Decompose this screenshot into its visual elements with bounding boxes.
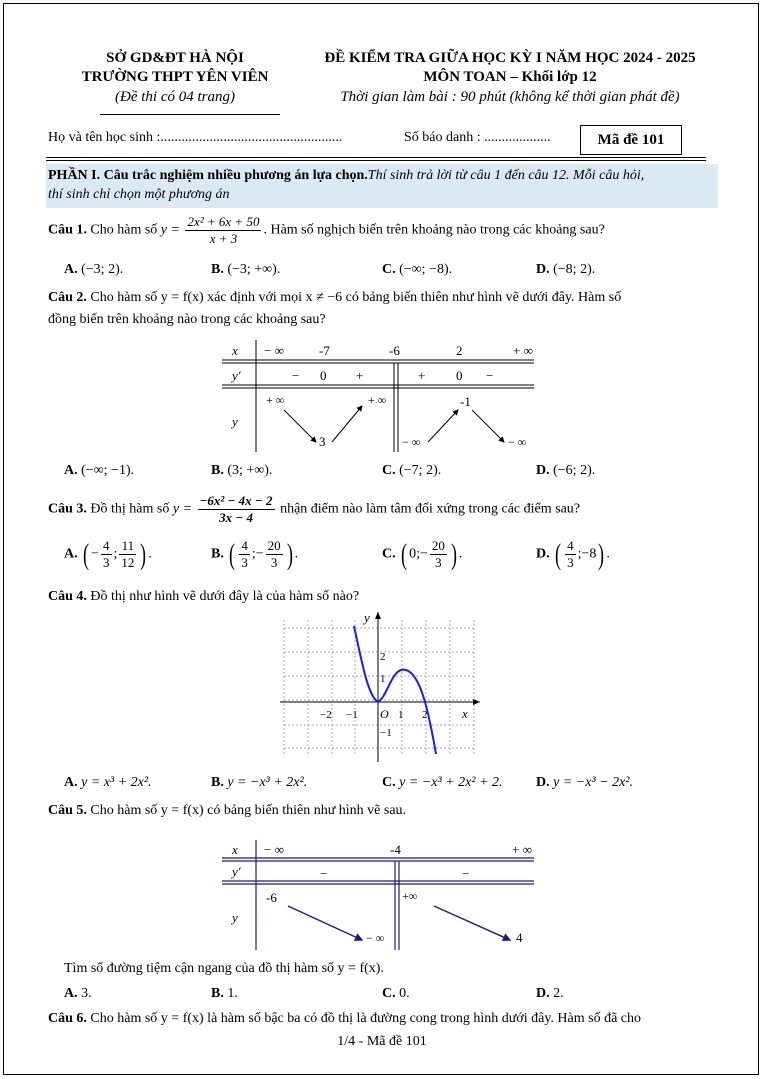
q2-option-d[interactable]: D. (−6; 2). bbox=[536, 463, 596, 478]
q3-option-a[interactable]: A. ( − $\frac{4}{3}$ ; $\frac{11}{12}$ ) . bbox=[64, 537, 152, 571]
section-instruction-1: Thí sinh trả lời từ câu 1 đến câu 12. Mỗi câu hỏi, bbox=[367, 168, 645, 183]
time-note: Thời gian làm bài : 90 phút (không kể thời gian phát đề) bbox=[340, 89, 680, 105]
q4-x-tick: 2 bbox=[422, 709, 428, 721]
q2-sign: 0 bbox=[456, 368, 463, 383]
q5-sign: − bbox=[320, 866, 328, 881]
question-4: Câu 4. Đồ thị như hình vẽ dưới đây là của hàm số nào? bbox=[48, 589, 360, 604]
question-2-line1: Câu 2. Cho hàm số y = f(x) xác định với mọi x ≠ −6 có bảng biến thiên như hình vẽ dưới đây. Hàm số bbox=[48, 290, 622, 305]
header-underline bbox=[100, 114, 280, 115]
q2-arrow bbox=[332, 406, 362, 442]
q4-option-b[interactable]: B. y = −x³ + 2x². bbox=[211, 775, 308, 790]
q2-arrow bbox=[428, 410, 458, 442]
q1-option-b[interactable]: B. (−3; +∞). bbox=[211, 262, 281, 277]
q4-curve bbox=[354, 626, 436, 754]
q1-option-d[interactable]: D. (−8; 2). bbox=[536, 262, 596, 277]
q4-y-tick: 2 bbox=[380, 651, 386, 663]
q2-x-val: − ∞ bbox=[264, 343, 284, 358]
q3-option-c[interactable]: C. ( 0;− $\frac{20}{3}$ ) . bbox=[382, 537, 463, 571]
q5-option-c[interactable]: C. 0. bbox=[382, 986, 410, 1001]
q5-variation-table bbox=[222, 838, 538, 954]
q2-sign: + bbox=[356, 368, 364, 383]
q5-y-val: 4 bbox=[516, 930, 523, 945]
q5-y-val: -6 bbox=[266, 890, 277, 905]
q2-arrow bbox=[472, 410, 504, 442]
question-3: Câu 3. Đồ thị hàm số y = $\frac{\text{−6x² − 4x − 2}}{3x - 4}$ nhận điểm nào làm tâm đối xứng trong các điểm sau? bbox=[48, 493, 581, 525]
q3-option-b[interactable]: B. ( $\frac{4}{3}$ ;− $\frac{20}{3}$ ) . bbox=[211, 537, 299, 571]
q5-x-val: + ∞ bbox=[512, 842, 532, 857]
pages-note: (Đề thi có 04 trang) bbox=[115, 89, 235, 105]
q5-y-val: − ∞ bbox=[366, 931, 385, 945]
question-1-pre: Cho hàm số bbox=[90, 222, 158, 238]
q2-variation-table bbox=[222, 338, 538, 454]
department-name: SỞ GD&ĐT HÀ NỘI bbox=[106, 50, 244, 66]
q2-sign: − bbox=[486, 368, 494, 383]
divider-2 bbox=[46, 160, 706, 161]
section-instruction-2: thí sinh chỉ chọn một phương án bbox=[48, 187, 230, 202]
section-title: PHẦN I. Câu trắc nghiệm nhiều phương án lựa chọn. bbox=[48, 168, 368, 183]
q2-y-val: − ∞ bbox=[402, 435, 421, 449]
q5-option-b[interactable]: B. 1. bbox=[211, 986, 238, 1001]
q5-arrow bbox=[434, 906, 510, 940]
question-1 bbox=[48, 214, 605, 247]
q2-yprime-label: y′ bbox=[232, 368, 241, 383]
q2-y-val: 3 bbox=[319, 434, 326, 449]
q4-option-a[interactable]: A. y = x³ + 2x². bbox=[64, 775, 152, 790]
q2-arrow bbox=[284, 410, 316, 442]
q4-option-d[interactable]: D. y = −x³ − 2x². bbox=[536, 775, 634, 790]
q4-x-tick: −2 bbox=[320, 709, 332, 721]
q2-x-val: + ∞ bbox=[513, 343, 533, 358]
q5-x-val: − ∞ bbox=[264, 842, 284, 857]
q2-x-val: 2 bbox=[456, 343, 463, 358]
exam-code-box: Mã đề 101 bbox=[580, 125, 682, 155]
q2-x-label: x bbox=[232, 343, 238, 358]
question-5: Câu 5. Cho hàm số y = f(x) có bảng biến thiên như hình vẽ sau. bbox=[48, 803, 407, 818]
q2-sign: 0 bbox=[320, 368, 327, 383]
question-5-prompt: Tìm số đường tiệm cận ngang của đồ thị hàm số y = f(x). bbox=[64, 961, 384, 976]
q2-option-c[interactable]: C. (−7; 2). bbox=[382, 463, 442, 478]
q2-sign: + bbox=[418, 368, 426, 383]
q2-y-val: + ∞ bbox=[266, 393, 285, 407]
student-name-field: Họ và tên học sinh :.................................................... bbox=[48, 130, 343, 145]
question-1-post: . Hàm số nghịch biến trên khoảng nào trong các khoảng sau? bbox=[263, 222, 605, 238]
q2-y-val: -1 bbox=[460, 394, 471, 409]
q5-option-a[interactable]: A. 3. bbox=[64, 986, 92, 1001]
q2-sign: − bbox=[292, 368, 300, 383]
page-footer: 1/4 - Mã đề 101 bbox=[337, 1034, 427, 1049]
q2-x-val: -7 bbox=[319, 343, 330, 358]
q4-graph bbox=[280, 608, 484, 764]
q4-y-tick: 1 bbox=[380, 673, 386, 685]
q4-y-label: y bbox=[364, 610, 370, 625]
q2-option-a[interactable]: A. (−∞; −1). bbox=[64, 463, 135, 478]
q5-sign: − bbox=[462, 866, 470, 881]
question-3-fraction: $\frac{\text{−6x² − 4x − 2}}{3x - 4}$ bbox=[199, 493, 273, 525]
q1-option-a[interactable]: A. (−3; 2). bbox=[64, 262, 124, 277]
student-id-field: Số báo danh : ................... bbox=[404, 130, 551, 145]
divider-1 bbox=[46, 157, 706, 158]
q4-origin: O bbox=[380, 707, 389, 721]
q5-yprime-label: y′ bbox=[232, 864, 241, 879]
question-6: Câu 6. Cho hàm số y = f(x) là hàm số bậc ba có đồ thị là đường cong trong hình dưới đây. Hàm số đã cho bbox=[48, 1011, 641, 1026]
question-1-label: Câu 1. bbox=[48, 222, 87, 238]
q2-y-label: y bbox=[232, 414, 238, 429]
q3-option-d[interactable]: D. ( $\frac{4}{3}$ ;−8) . bbox=[536, 537, 610, 571]
q2-option-b[interactable]: B. (3; +∞). bbox=[211, 463, 273, 478]
q4-y-tick: −1 bbox=[380, 727, 392, 739]
q2-y-val: − ∞ bbox=[508, 435, 527, 449]
q1-option-c[interactable]: C. (−∞; −8). bbox=[382, 262, 453, 277]
q2-y-val: + ∞ bbox=[368, 393, 387, 407]
q4-x-label: x bbox=[462, 706, 468, 721]
question-2-line2: đồng biến trên khoảng nào trong các khoảng sau? bbox=[48, 312, 326, 327]
q4-x-tick: 1 bbox=[398, 709, 404, 721]
question-1-fraction: $\frac{\text{2x² + 6x + 50}}{x + 3}$ bbox=[187, 214, 260, 246]
section-heading-line1 bbox=[48, 168, 644, 184]
exam-title: ĐỀ KIỂM TRA GIỮA HỌC KỲ I NĂM HỌC 2024 - 2025 bbox=[324, 50, 696, 66]
subject-title: MÔN TOAN – Khối lớp 12 bbox=[423, 69, 597, 85]
q5-y-label: y bbox=[232, 910, 238, 925]
q2-x-val: -6 bbox=[389, 343, 400, 358]
q5-x-label: x bbox=[232, 842, 238, 857]
question-1-y: y = bbox=[160, 222, 180, 238]
q5-y-val: +∞ bbox=[402, 889, 418, 903]
q5-arrow bbox=[288, 906, 362, 940]
q4-option-c[interactable]: C. y = −x³ + 2x² + 2. bbox=[382, 775, 503, 790]
q5-option-d[interactable]: D. 2. bbox=[536, 986, 564, 1001]
q4-x-tick: −1 bbox=[346, 709, 358, 721]
q5-x-val: -4 bbox=[390, 842, 401, 857]
school-name: TRƯỜNG THPT YÊN VIÊN bbox=[81, 69, 269, 85]
